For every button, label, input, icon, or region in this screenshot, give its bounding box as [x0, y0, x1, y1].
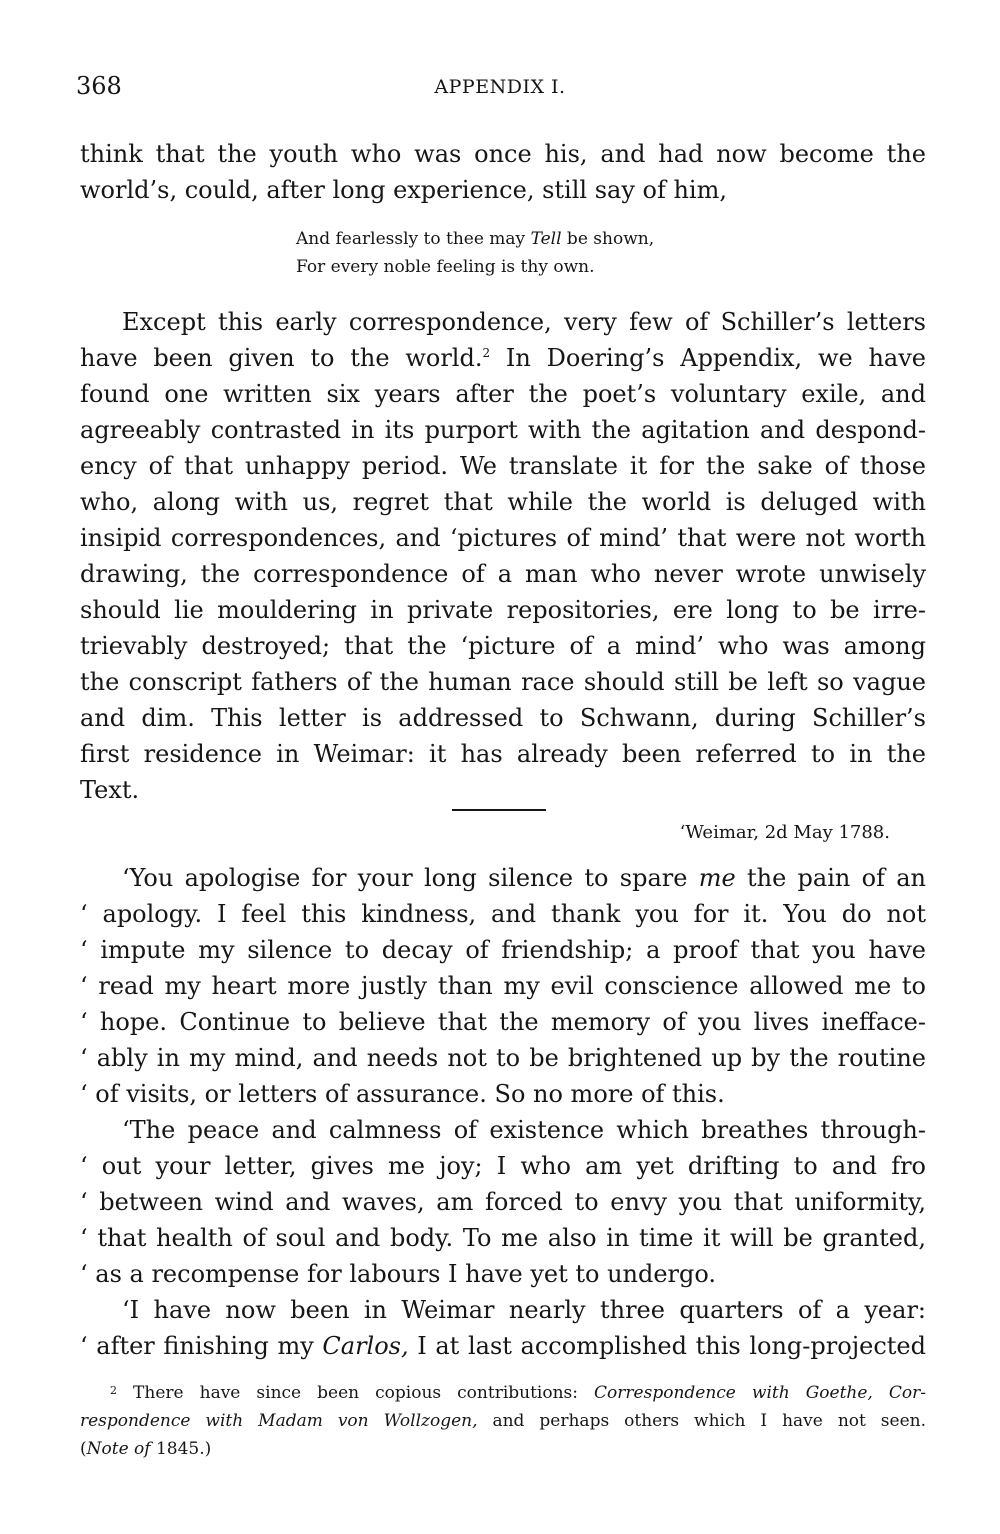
text-line: trievably destroyed; that the ‘picture of a mind’ who was among	[80, 632, 926, 660]
text-line: think that the youth who was once his, and had now become the	[80, 140, 926, 168]
text-line: first residence in Weimar: it has already been referred to in the	[80, 740, 926, 768]
section-divider	[452, 809, 546, 811]
text-line: ‘ read my heart more justly than my evil conscience allowed me to	[80, 972, 926, 1000]
text-line: ‘ hope. Continue to believe that the memory of you lives ineffacе-	[80, 1008, 926, 1036]
text-line: ‘The peace and calmness of existence which breathes through-	[122, 1116, 926, 1144]
letter-dateline: ‘Weimar, 2d May 1788.	[679, 822, 890, 843]
text-line: have been given to the world.$^2$ In Doering’s Appendix, we have	[80, 344, 927, 372]
running-header: APPENDIX I.	[434, 76, 566, 98]
text-line: ‘ that health of soul and body. To me also in time it will be granted,	[80, 1224, 926, 1252]
verse-line: And fearlessly to thee may Tell be shown,	[296, 229, 655, 249]
text-line: ‘ as a recompense for labours I have yet to undergo.	[80, 1260, 717, 1288]
text-line: Except this early correspondence, very few of Schiller’s letters	[122, 308, 926, 336]
text-line: ‘ between wind and waves, am forced to envy you that uniformity,	[80, 1188, 926, 1216]
text-line: who, along with us, regret that while the world is deluged with	[80, 488, 926, 516]
text-line: ‘ apology. I feel this kindness, and thank you for it. You do not	[80, 900, 926, 928]
footnote-line: respondence with Madam von Wollzogen, and perhaps others which I have not seen.	[80, 1411, 927, 1431]
text-line: insipid correspondences, and ‘pictures of mind’ that were not worth	[80, 524, 926, 552]
text-line: ‘You apologise for your long silence to spare me the pain of an	[122, 864, 926, 892]
text-line: ‘ ably in my mind, and needs not to be brightened up by the routine	[80, 1044, 926, 1072]
text-line: should lie mouldering in private repositories, ere long to be irre-	[80, 596, 926, 624]
text-line: the conscript fathers of the human race should still be left so vague	[80, 668, 926, 696]
text-line: world’s, could, after long experience, still say of him,	[80, 176, 727, 204]
footnote-line: $^2$ There have since been copious contributions: Correspondence with Goethe, Cor-	[110, 1383, 926, 1403]
text-line: ‘ out your letter, gives me joy; I who am yet drifting to and fro	[80, 1152, 926, 1180]
verse-line: For every noble feeling is thy own.	[296, 257, 595, 277]
text-line: ency of that unhappy period. We translate it for the sake of those	[80, 452, 926, 480]
text-line: ‘ of visits, or letters of assurance. So no more of this.	[80, 1080, 725, 1108]
text-line: Text.	[80, 776, 140, 804]
text-line: and dim. This letter is addressed to Schwann, during Schiller’s	[80, 704, 926, 732]
footnote-reference: 2	[482, 346, 491, 360]
text-line: ‘ impute my silence to decay of friendship; a proof that you have	[80, 936, 926, 964]
footnote-marker: 2	[110, 1384, 117, 1397]
text-line: drawing, the correspondence of a man who never wrote unwisely	[80, 560, 926, 588]
text-line: ‘ after finishing my Carlos, I at last accomplished this long-projected	[80, 1332, 926, 1360]
footnote-line: (Note of 1845.)	[80, 1439, 212, 1459]
text-line: found one written six years after the poet’s voluntary exile, and	[80, 380, 926, 408]
page-number: 368	[76, 72, 122, 100]
text-line: agreeably contrasted in its purport with the agitation and despond-	[80, 416, 926, 444]
text-line: ‘I have now been in Weimar nearly three quarters of a year:	[122, 1296, 926, 1324]
